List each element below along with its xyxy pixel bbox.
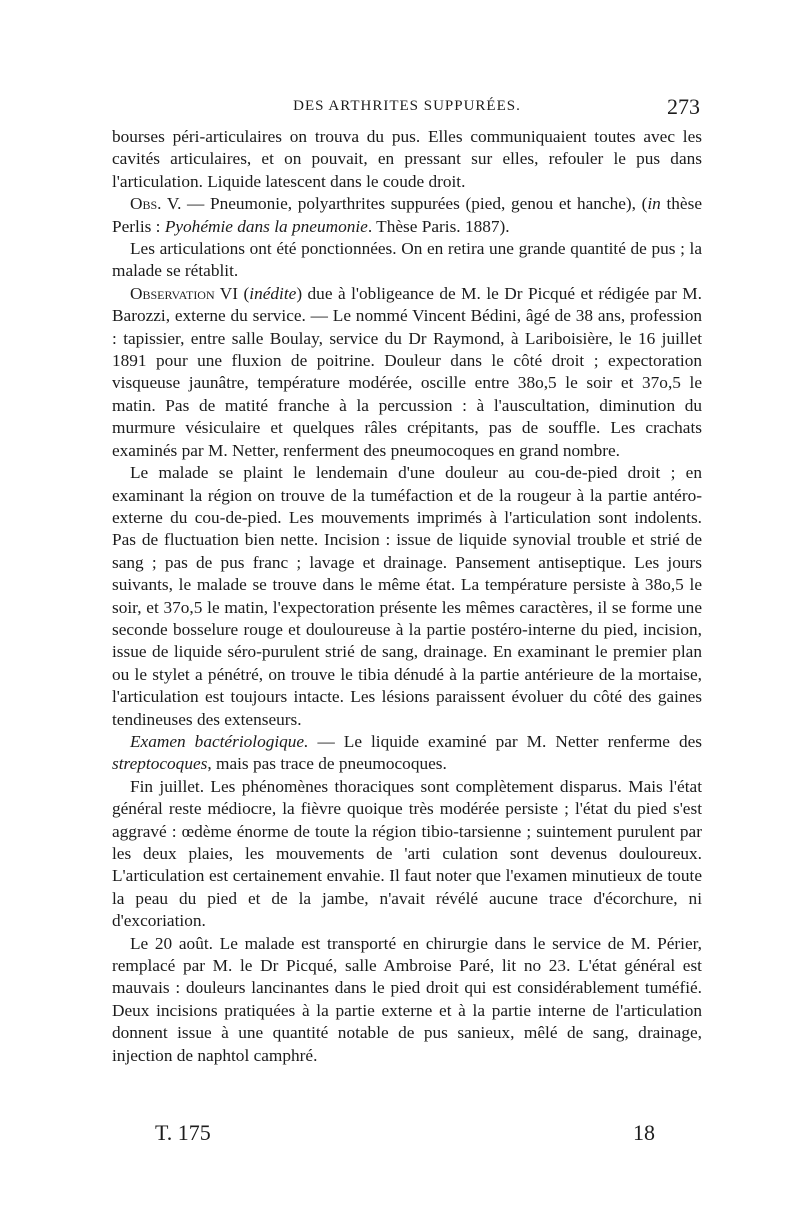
running-head [112,92,702,122]
page-block [112,92,702,1067]
obs-v-text-b: thèse Perlis : [112,194,702,236]
paragraph-7: Fin juillet. Les phénomènes thoraciques sont complètement disparus. Mais l'état général reste médiocre, la fièvre quoique très modérée persiste ; l'état du pied s'est aggravé : œdème énorme de toute la région tibio-tarsienne ; suintement purulent par les deux plaies, les mouvements de 'arti culation sont devenus douloureux. L'articulation est certainement envahie. Il faut noter que l'examen minutieux de toute la peau du pied et de la jambe, n'avait révélé aucune trace d'écorchure, ni d'excoriation. [112,776,702,931]
page-footer [155,1120,655,1150]
obs-v-text-c: . Thèse Paris. 1887). [367,216,510,236]
obs-vi-inedite: inédite [249,283,297,303]
examen-text-b: , mais pas trace de pneumocoques. [207,754,447,774]
obs-v-label: Obs. V. [130,194,182,214]
obs-vi-text-a: ( [238,283,250,303]
obs-v-in: in [647,194,661,214]
obs-v-title: Pyohémie dans la pneumonie [164,216,368,236]
signature-number: 18 [633,1120,655,1145]
paragraph-1: bourses péri-articulaires on trouva du pus. Elles communiquaient toutes avec les cavités articulaires, et on pouvait, en pressant sur elles, refouler le pus dans l'articulation. Liquide latescent dans le coude droit. [112,127,702,191]
page-number: 273 [667,94,700,119]
volume-number: T. 175 [155,1120,211,1145]
paragraph-3: Les articulations ont été ponctionnées. On en retira une grande quantité de pus ; la malade se rétablit. [112,239,702,281]
paragraph-examen [112,731,702,776]
examen-label: Examen bactériologique. [130,731,309,751]
examen-text-a: — Le liquide examiné par M. Netter renferme des [308,731,702,751]
obs-vi-label: Observation VI [130,283,239,303]
paragraph-obs-v [112,193,702,238]
paragraph-5: Le malade se plaint le lendemain d'une douleur au cou-de-pied droit ; en examinant la région on trouve de la tuméfaction et de la rougeur à la partie antéro-externe du cou-de-pied. Les mouvements imprimés à l'articulation sont indolents. Pas de fluctuation bien nette. Incision : issue de liquide synovial trouble et strié de sang ; pas de pus franc ; lavage et drainage. Pansement antiseptique. Les jours suivants, le malade se trouve dans le même état. La température persiste à 38o,5 le soir, et 37o,5 le matin, l'expectoration présente les mêmes caractères, il se forme une seconde bosselure rouge et douloureuse à la partie postéro-interne du pied, incision, issue de liquide séro-purulent strié de sang, drainage. En examinant le premier plan ou le stylet a pénétré, on trouve le tibia dénudé à la partie antérieure de la mortaise, l'articulation est toujours intacte. Les lésions paraissent évoluer du côté des gaines tendineuses des extenseurs. [112,463,702,729]
running-title: DES ARTHRITES SUPPURÉES. [293,98,521,114]
body-text [112,126,702,1067]
paragraph-8: Le 20 août. Le malade est transporté en chirurgie dans le service de M. Périer, remplacé par M. le Dr Picqué, salle Ambroise Paré, lit no 23. L'état général est mauvais : douleurs lancinantes dans le pied droit qui est considérablement tuméfié. Deux incisions pratiquées à la partie externe et à la partie interne de l'articulation donnent issue à une quantité notable de pus sanieux, mêlé de sang, drainage, injection de naphtol camphré. [112,933,702,1065]
obs-v-text-a: — Pneumonie, polyarthrites suppurées (pied, genou et hanche), ( [181,194,648,214]
examen-strepto: streptocoques [112,754,208,774]
obs-vi-text-b: ) due à l'obligeance de M. le Dr Picqué et rédigée par M. Barozzi, externe du service. — Le nommé Vincent Bédini, âgé de 38 ans, profession : tapissier, entre salle Boulay, service du Dr Raymond, à Lariboisière, le 16 juillet 1891 pour une fluxion de poitrine. Douleur dans le côté droit ; expectoration visqueuse jaunâtre, température modérée, oscille entre 38o,5 le soir et 37o,5 le matin. Pas de matité franche à la percussion : à l'auscultation, diminution du murmure vésiculaire et quelques râles crépitants, pas de souffle. Les crachats examinés par M. Netter, renferment des pneumocoques en grand nombre. [112,283,702,460]
paragraph-obs-vi [112,283,702,462]
